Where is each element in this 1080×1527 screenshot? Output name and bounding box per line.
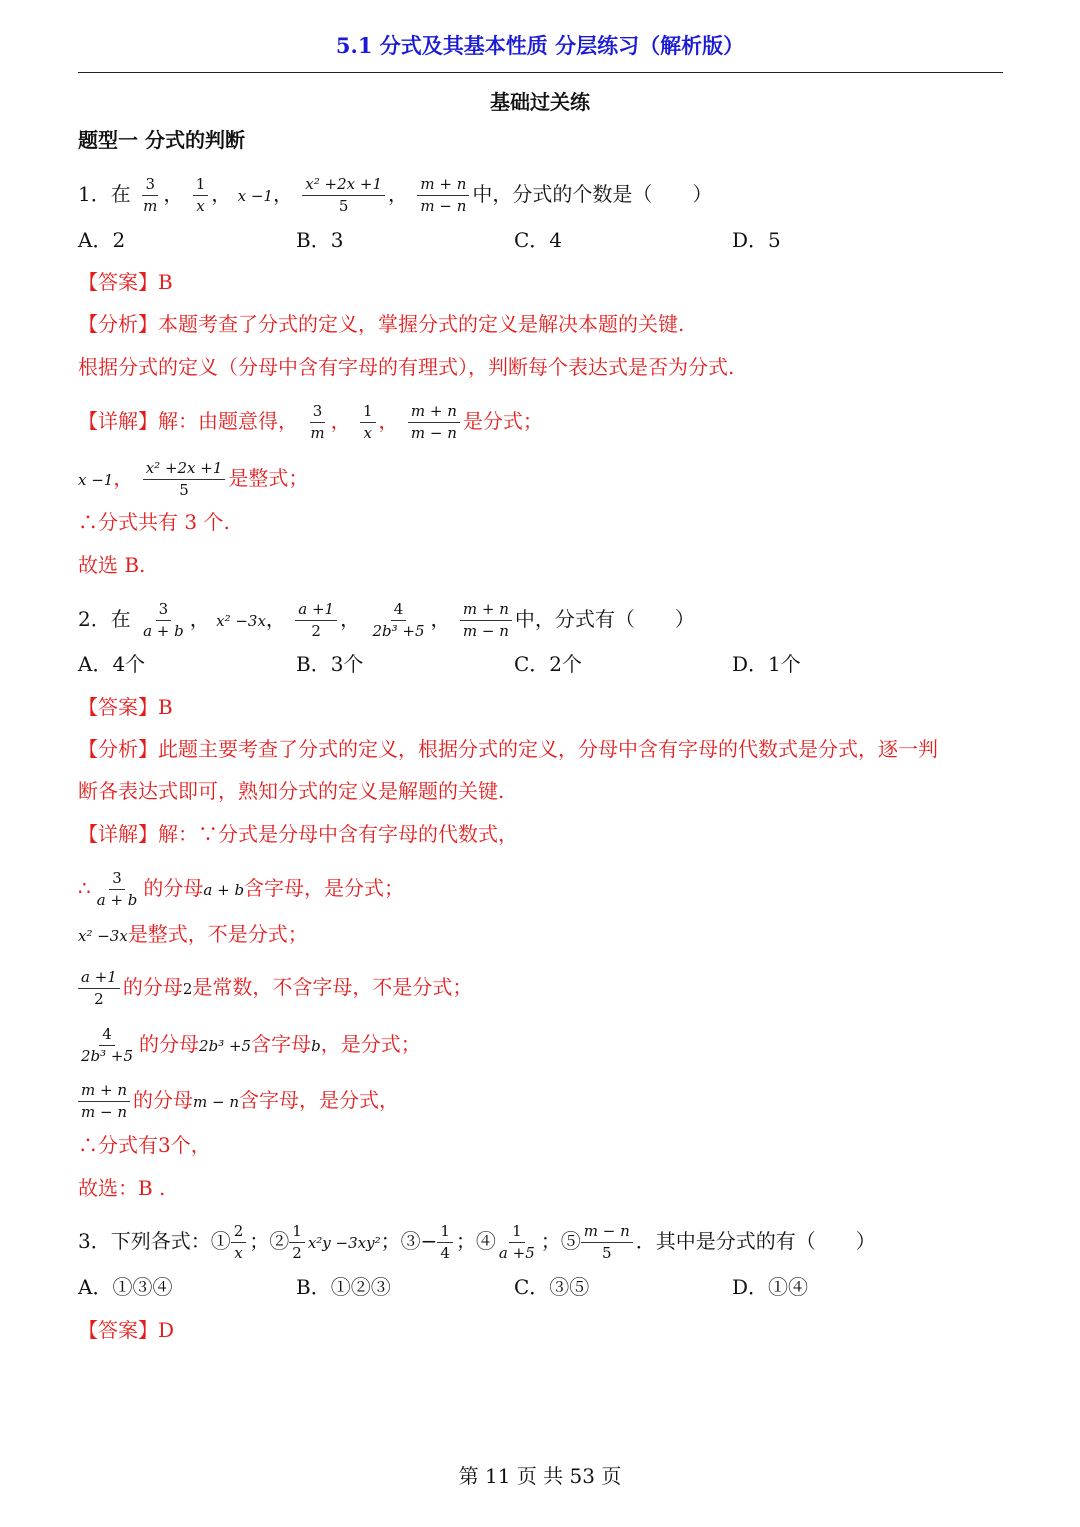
- q2-option-b[interactable]: B．3个: [296, 652, 364, 676]
- q1-choose: 故选 B.: [78, 553, 146, 577]
- q1-detail-line-1: 【详解】解：由题意得， $\frac{3}{m}$ ， $\frac{1}{x}$ ， $\frac{m + n}{m - n}$ 是分式；: [78, 402, 543, 442]
- page-header-title: 5.1 分式及其基本性质 分层练习（解析版）: [335, 33, 745, 58]
- q2-option-d[interactable]: D．1个: [732, 652, 801, 676]
- q1-detail-frac-4: $\frac{\text{x² +2x +1}}{5}$: [143, 459, 226, 500]
- q2-analysis-line-1: 【分析】此题主要考查了分式的定义，根据分式的定义，分母中含有字母的代数式是分式，逐一判: [78, 737, 938, 761]
- q1-fraction-1: $\frac{3}{m}$: [143, 175, 158, 215]
- q3-answer: 【答案】D: [78, 1318, 175, 1342]
- q1-analysis-line-1: 【分析】本题考查了分式的定义，掌握分式的定义是解决本题的关键.: [78, 312, 685, 336]
- q1-stem-tail: 中，分式的个数是（ ）: [472, 182, 713, 206]
- q1-therefore: ∴分式共有 3 个.: [78, 510, 230, 534]
- q2-detail-line-2: x² −3x是整式，不是分式；: [78, 922, 308, 946]
- section-title: 基础过关练: [490, 90, 590, 114]
- q3-option-d[interactable]: D．①④: [732, 1275, 809, 1299]
- question-1: 1．在 $\frac{3}{m}$ ， $\frac{1}{x}$ ， x −1， $\frac{\text{x² +2x +1}}{5}$ ， $\frac{m + n}{m - n}$ 中，分式的个数是（ ）: [78, 175, 713, 215]
- q3-option-b[interactable]: B．①②③: [296, 1275, 391, 1299]
- q2-choose: 故选：B .: [78, 1176, 166, 1200]
- q2-detail-line-1: ∴ $\frac{3}{a + b}$ 的分母a + b含字母，是分式；: [78, 869, 405, 909]
- q1-answer: 【答案】B: [78, 270, 173, 294]
- q2-fraction-1: $\frac{3}{a + b}$: [143, 600, 184, 640]
- q1-detail-frac-2: $\frac{1}{x}$: [360, 402, 376, 443]
- q2-fraction-5: $\frac{m + n}{m - n}$: [460, 600, 512, 641]
- q2-detail-line-4: $\frac{4}{\text{2b³ +5}}$ 的分母2b³ +5含字母b，是分式；: [81, 1025, 421, 1065]
- q1-option-a[interactable]: A．2: [78, 228, 126, 252]
- q1-fraction-5: $\frac{m + n}{m - n}$: [417, 175, 469, 216]
- q2-option-a[interactable]: A．4个: [78, 652, 146, 676]
- q1-option-c[interactable]: C．4: [514, 228, 563, 252]
- q1-number: 1．在: [78, 182, 131, 206]
- question-3: 3．下列各式：① $\frac{2}{x}$ ；② $\frac{1}{2}$ x²y −3xy²；③− $\frac{1}{4}$ ；④ $\frac{1}{a +5}$ ；⑤ $\frac{m - n}{5}$ ．其中是分式的有（ ）: [78, 1222, 876, 1262]
- q1-fraction-4: $\frac{\text{x² +2x +1}}{5}$: [302, 175, 385, 216]
- q2-options: [78, 650, 950, 678]
- q2-detail-line-3: $\frac{a +1}{2}$ 的分母2是常数，不含字母，不是分式；: [78, 968, 472, 1009]
- question-type-title: 题型一 分式的判断: [78, 128, 245, 152]
- q1-expression-3: x −1: [237, 187, 273, 205]
- q3-options: [78, 1273, 950, 1301]
- q1-detail-frac-3: $\frac{m + n}{m - n}$: [408, 402, 460, 443]
- q2-answer: 【答案】B: [78, 695, 173, 719]
- q2-analysis-line-2: 断各表达式即可，熟知分式的定义是解题的关键.: [78, 779, 505, 803]
- q1-fraction-2: $\frac{1}{x}$: [193, 175, 209, 216]
- q2-expression-2: x² −3x: [216, 612, 266, 630]
- q1-option-d[interactable]: D．5: [732, 228, 781, 252]
- q1-analysis-line-2: 根据分式的定义（分母中含有字母的有理式），判断每个表达式是否为分式.: [78, 355, 735, 379]
- q1-detail-line-2: x −1， $\frac{\text{x² +2x +1}}{5}$ 是整式；: [78, 459, 309, 499]
- q2-therefore: ∴分式有3个，: [78, 1133, 211, 1157]
- q2-detail: 【详解】解：∵分式是分母中含有字母的代数式，: [78, 822, 518, 846]
- q2-fraction-4: $\frac{4}{\text{2b³ +5}}$: [372, 600, 425, 640]
- q1-options: [78, 226, 950, 254]
- q2-detail-line-5: $\frac{m + n}{m - n}$ 的分母m − n含字母，是分式，: [78, 1081, 399, 1122]
- header-divider: [78, 72, 1003, 73]
- page-footer: 第 11 页 共 53 页: [458, 1464, 622, 1488]
- q1-detail-frac-1: $\frac{3}{m}$: [310, 402, 325, 442]
- q2-option-c[interactable]: C．2个: [514, 652, 583, 676]
- q3-option-c[interactable]: C．③⑤: [514, 1275, 590, 1299]
- q2-fraction-3: $\frac{a +1}{2}$: [295, 600, 337, 641]
- question-2: 2．在 $\frac{3}{a + b}$ ， x² −3x， $\frac{a +1}{2}$ ， $\frac{4}{\text{2b³ +5}}$ ， $\frac{m + n}{m - n}$ 中，分式有（ ）: [78, 600, 695, 640]
- q1-option-b[interactable]: B．3: [296, 228, 344, 252]
- q3-option-a[interactable]: A．①③④: [78, 1275, 173, 1299]
